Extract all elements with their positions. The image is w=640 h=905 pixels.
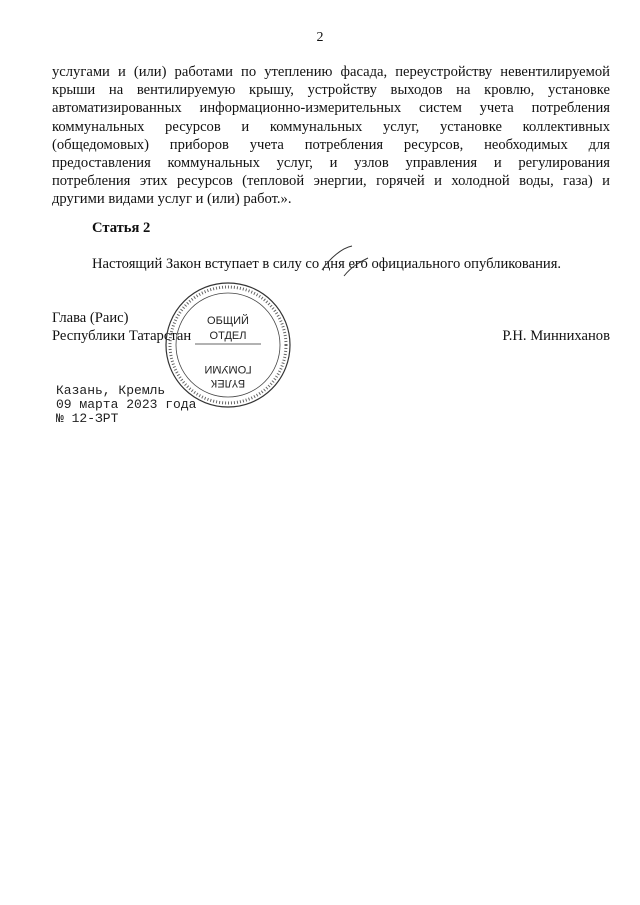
body-line: услугами и (или) работами по утеплению фасада, переустройству невентилируемой — [52, 64, 610, 80]
official-stamp — [163, 280, 293, 410]
body-line: потребления этих ресурсов (тепловой энергии, горячей и холодной воды, газа) и — [52, 173, 610, 190]
page-number: 2 — [316, 30, 324, 45]
stamp-line2: ОТДЕЛ — [209, 330, 247, 342]
signatory-title-line1: Глава (Раис) — [52, 310, 129, 326]
stamp-line3: ГОМУМИ — [204, 363, 252, 375]
body-line: крыши на вентилируемую крышу, устройству выходов на кровлю, установке — [52, 82, 610, 99]
signatory-name: Р.Н. Минниханов — [502, 328, 610, 344]
article-title: Статья 2 — [92, 220, 151, 236]
handwritten-mark — [300, 240, 380, 280]
place-date: 09 марта 2023 года — [56, 397, 197, 412]
article-text: Настоящий Закон вступает в силу со дня его официального опубликования. — [92, 256, 562, 272]
body-line: другими видами услуг и (или) работ.». — [52, 191, 292, 208]
body-line: предоставления коммунальных услуг, и узлов управления и регулирования — [52, 154, 610, 171]
body-line: коммунальных ресурсов и коммунальных услуг, установке коллективных — [52, 118, 610, 135]
signatory-title-line2: Республики Татарстан — [52, 328, 192, 344]
body-line: автоматизированных информационно-измерительных систем учета потребления — [52, 100, 610, 117]
stamp-line1: ОБЩИЙ — [207, 315, 249, 327]
law-body-text — [52, 63, 610, 209]
place-city: Казань, Кремль — [56, 383, 166, 398]
stamp-line4: БҮЛЕК — [210, 377, 246, 389]
body-line: (общедомовых) приборов учета потребления ресурсов, необходимых для — [52, 136, 610, 153]
law-number: № 12-ЗРТ — [56, 411, 119, 426]
